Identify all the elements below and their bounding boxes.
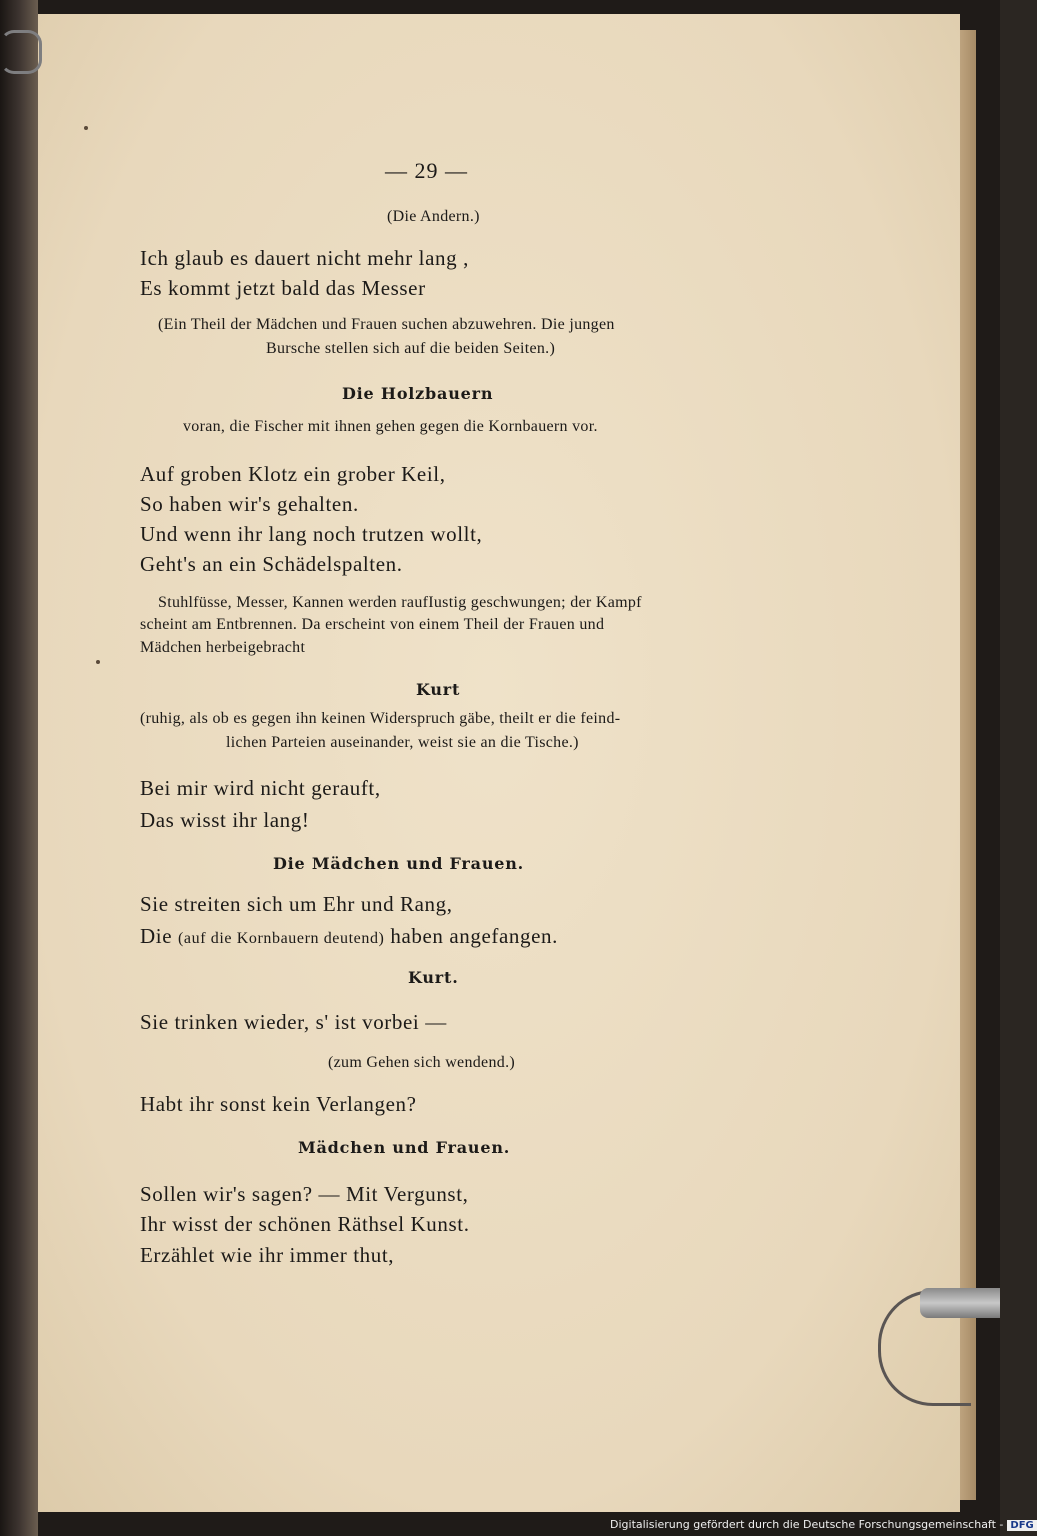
verse-line: Erzählet wie ihr immer thut,	[140, 1243, 395, 1267]
stage-direction: Stuhlfüsse, Messer, Kannen werden raufIustig geschwungen; der Kampf	[158, 594, 642, 611]
stage-direction: scheint am Entbrennen. Da erscheint von einem Theil der Frauen und	[140, 616, 605, 633]
stage-direction: Bursche stellen sich auf die beiden Seiten.)	[266, 340, 556, 357]
digitization-credit	[610, 1518, 1037, 1531]
verse-line: Ich glaub es dauert nicht mehr lang ,	[140, 246, 469, 270]
stage-direction: Mädchen herbeigebracht	[140, 639, 306, 656]
verse-fragment: haben angefangen.	[390, 924, 558, 948]
verse-line: Und wenn ihr lang noch trutzen wollt,	[140, 522, 483, 546]
binding-ring-icon	[0, 30, 42, 74]
verse-fragment: Die	[140, 924, 173, 948]
book-page	[22, 14, 960, 1512]
stage-direction: (zum Gehen sich wendend.)	[328, 1054, 515, 1071]
paper-speck	[96, 660, 100, 664]
clip-bar-icon	[920, 1288, 1000, 1318]
stage-direction: (ruhig, als ob es gegen ihn keinen Widerspruch gäbe, theilt er die feind-	[140, 710, 621, 727]
verse-line: Das wisst ihr lang!	[140, 808, 310, 832]
verse-line: Habt ihr sonst kein Verlangen?	[140, 1092, 417, 1116]
verse-line: Sie trinken wieder, s' ist vorbei —	[140, 1010, 447, 1034]
speaker-heading: Die Holzbauern	[342, 384, 494, 403]
verse-line: Bei mir wird nicht gerauft,	[140, 776, 381, 800]
speaker-heading: Mädchen und Frauen.	[298, 1138, 511, 1157]
verse-line: Es kommt jetzt bald das Messer	[140, 276, 426, 300]
verse-line: Sie streiten sich um Ehr und Rang,	[140, 892, 453, 916]
page-number: — 29 —	[385, 158, 468, 183]
verse-line	[140, 924, 558, 949]
verse-line: So haben wir's gehalten.	[140, 492, 359, 516]
speaker-heading: Kurt	[416, 680, 461, 699]
paper-speck	[84, 126, 88, 130]
book-spine-shadow	[0, 0, 38, 1536]
credit-text: Digitalisierung gefördert durch die Deutsche Forschungsgemeinschaft -	[610, 1518, 1004, 1531]
dfg-logo-icon: DFG	[1007, 1520, 1036, 1531]
verse-line: Geht's an ein Schädelspalten.	[140, 552, 403, 576]
speaker-heading: Kurt.	[408, 968, 459, 987]
verse-line: Auf groben Klotz ein grober Keil,	[140, 462, 446, 486]
verse-line: Sollen wir's sagen? — Mit Vergunst,	[140, 1182, 469, 1206]
stage-direction: (Die Andern.)	[387, 208, 480, 225]
stage-direction: lichen Parteien auseinander, weist sie an die Tische.)	[226, 734, 579, 751]
verse-line: Ihr wisst der schönen Räthsel Kunst.	[140, 1212, 470, 1236]
stage-direction: (Ein Theil der Mädchen und Frauen suchen abzuwehren. Die jungen	[158, 316, 615, 333]
stage-direction: voran, die Fischer mit ihnen gehen gegen die Kornbauern vor.	[183, 418, 598, 435]
inline-stage-direction: (auf die Kornbauern deutend)	[177, 930, 385, 947]
speaker-heading: Die Mädchen und Frauen.	[273, 854, 525, 873]
